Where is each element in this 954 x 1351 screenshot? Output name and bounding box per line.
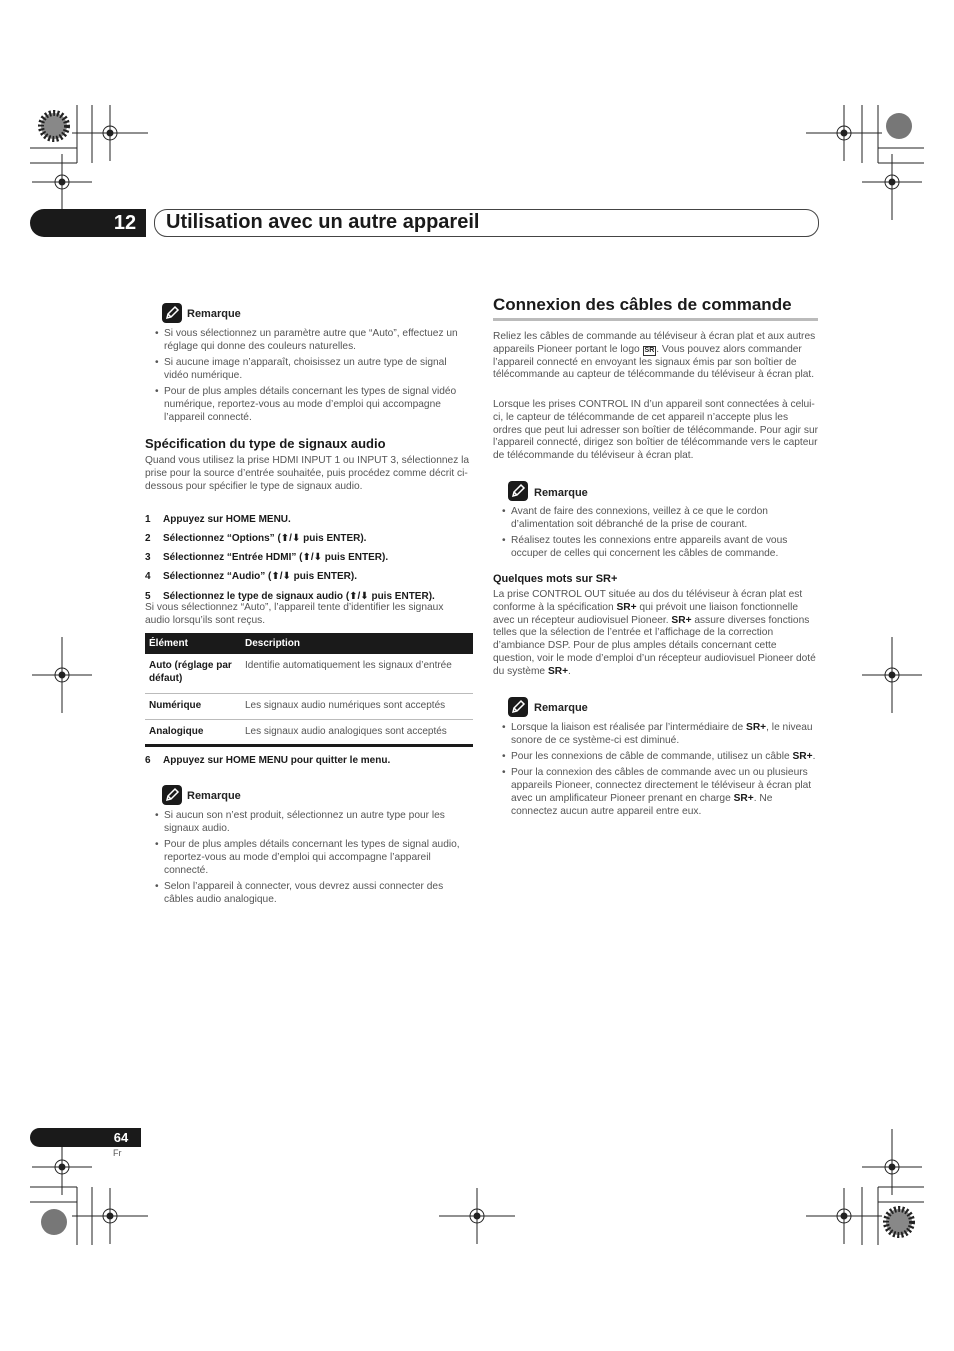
list-item: • Pour de plus amples détails concernant les types de signal audio, reportez-vous au mode d’emploi qui accompagne l’appareil connecté. (155, 838, 473, 877)
sr-logo-icon: SR (644, 346, 655, 354)
note-title: Remarque (187, 308, 241, 320)
page-number: 64 (113, 1130, 129, 1145)
sub-heading: Quelques mots sur SR+ (493, 573, 618, 585)
table-cell: Identifie automatiquement les signaux d’entrée (241, 654, 473, 694)
step-1: 1 Appuyez sur HOME MENU. (145, 514, 291, 525)
list-item: • Selon l’appareil à connecter, vous devrez aussi connecter des câbles audio analogique. (155, 880, 473, 906)
list-item: • Réalisez toutes les connexions entre appareils avant de vous occuper de celles qui concernent les câbles de commande. (502, 534, 820, 560)
note-title: Remarque (187, 790, 241, 802)
table-row (145, 654, 473, 694)
step-6: 6 Appuyez sur HOME MENU pour quitter le menu. (145, 755, 391, 766)
table-row (145, 719, 473, 746)
note-list (155, 327, 473, 427)
list-item: • Pour la connexion des câbles de commande avec un ou plusieurs appareils Pioneer, connectez directement le téléviseur à écran plat avec un amplificateur Pioneer prenant en charge SR+. Ne connectez aucun autre appareil entre eux. (502, 766, 820, 818)
section-rule (493, 318, 818, 321)
note-pencil-icon (162, 785, 182, 805)
paragraph: Lorsque les prises CONTROL IN d’un appareil sont connectées à celui-ci, le capteur de télécommande de cet appareil n’accepte plus les ordres que peut lui adresser son boîtier de télécommande. Pour agir sur l’appareil connecté, dirigez son boîtier de télécommande vers le capteur de télécommande du téléviseur à écran plat. (493, 399, 819, 462)
note-pencil-icon (162, 303, 182, 323)
chapter-number: 12 (113, 212, 137, 234)
table-header: Élément (145, 633, 241, 654)
step-5-detail: Si vous sélectionnez “Auto”, l’appareil tente d’identifier les signaux audio lorsqu’ils sont reçus. (145, 602, 444, 626)
table-cell: Numérique (145, 694, 241, 720)
paragraph: Reliez les câbles de commande au téléviseur à écran plat et aux autres appareils Pioneer portant le logo SR . Vous pouvez alors commander l’appareil connecté en envoyant les signaux émis par son boîtier de télécommande au capteur de télécommande du téléviseur à écran plat. (493, 331, 816, 381)
step-2: 2 Sélectionnez “Options” (⬆/⬇ puis ENTER). (145, 533, 367, 544)
section-heading: Spécification du type de signaux audio (145, 436, 386, 451)
step-3: 3 Sélectionnez “Entrée HDMI” (⬆/⬇ puis ENTER). (145, 552, 389, 563)
paragraph: La prise CONTROL OUT située au dos du téléviseur à écran plat est conforme à la spécification SR+ qui prévoit une liaison fonctionnelle avec un récepteur audiovisuel Pioneer. SR+ assure diverses fonctions telles que la sélection de l’entrée et l’affichage de la correction d’ambiance DSP. Pour de plus amples détails concernant cette question, voir le mode d’emploi d’un récepteur audiovisuel Pioneer doté du système SR+. (493, 589, 816, 677)
note-pencil-icon (508, 697, 528, 717)
table-cell: Les signaux audio analogiques sont acceptés (241, 719, 473, 746)
intro-paragraph: Quand vous utilisez la prise HDMI INPUT 1 ou INPUT 3, sélectionnez la prise pour la source d’entrée souhaitée, puis procédez comme décrit ci-dessous pour spécifier le type de signaux audio. (145, 455, 470, 492)
list-item: • Pour de plus amples détails concernant les types de signal vidéo numérique, reportez-vous au mode d’emploi qui accompagne l’appareil connecté. (155, 385, 473, 424)
audio-signal-table (145, 633, 473, 747)
list-item: • Avant de faire des connexions, veillez à ce que le cordon d’alimentation soit débranché de la prise de courant. (502, 505, 820, 531)
list-item: • Si aucune image n’apparaît, choisissez un autre type de signal vidéo numérique. (155, 356, 473, 382)
list-item: • Lorsque la liaison est réalisée par l’intermédiaire de SR+, le niveau sonore de ce système-ci est diminué. (502, 721, 820, 747)
step-5: 5 Sélectionnez le type de signaux audio (⬆/⬇ puis ENTER). (145, 591, 435, 602)
table-cell: Les signaux audio numériques sont acceptés (241, 694, 473, 720)
note-pencil-icon (508, 481, 528, 501)
note-title: Remarque (534, 487, 588, 499)
note-title: Remarque (534, 702, 588, 714)
chapter-title: Utilisation avec un autre appareil (166, 211, 480, 233)
note-list (155, 809, 473, 909)
list-item: • Si aucun son n’est produit, sélectionnez un autre type pour les signaux audio. (155, 809, 473, 835)
list-item: • Pour les connexions de câble de commande, utilisez un câble SR+. (502, 750, 820, 763)
page-language: Fr (113, 1148, 122, 1158)
section-title: Connexion des câbles de commande (493, 295, 792, 314)
list-item: • Si vous sélectionnez un paramètre autre que “Auto”, effectuez un réglage qui donne des couleurs naturelles. (155, 327, 473, 353)
table-header: Description (241, 633, 473, 654)
table-cell: Auto (réglage par défaut) (145, 654, 241, 694)
table-row (145, 694, 473, 720)
table-cell: Analogique (145, 719, 241, 746)
step-4: 4 Sélectionnez “Audio” (⬆/⬇ puis ENTER). (145, 571, 357, 582)
note-list (502, 721, 820, 821)
note-list (502, 505, 820, 563)
